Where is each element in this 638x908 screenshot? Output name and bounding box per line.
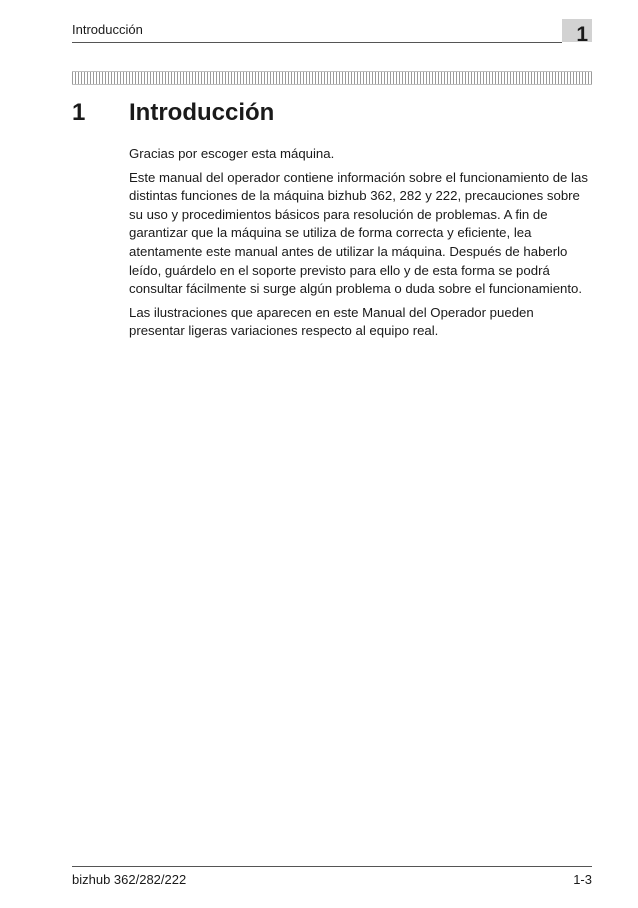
running-header-title: Introducción (72, 22, 143, 37)
page-number: 1-3 (573, 872, 592, 887)
chapter-tab (562, 19, 592, 46)
chapter-tab-number: 1 (576, 23, 588, 46)
section-separator-bar (72, 71, 592, 85)
header-divider (72, 42, 562, 43)
paragraph: Gracias por escoger esta máquina. (129, 146, 335, 161)
body-text (129, 145, 592, 346)
paragraph: Este manual del operador contiene información sobre el funcionamiento de las distintas funciones de la máquina bizhub 362, 282 y 222, precauciones sobre su uso y procedimientos básicos para resolución de problemas. A fin de garantizar que la máquina se utiliza de forma correcta y eficiente, lea atentamente este manual antes de utilizar la máquina. Después de haberlo leído, guárdelo en el soporte previsto para ello y de esta forma se podrá consultar fácilmente si surge algún problema o duda sobre el funcionamiento. (129, 169, 588, 297)
chapter-number: 1 (72, 99, 86, 126)
footer-model: bizhub 362/282/222 (72, 872, 187, 887)
chapter-title: Introducción (129, 99, 275, 126)
paragraph: Las ilustraciones que aparecen en este Manual del Operador pueden presentar ligeras variaciones respecto al equipo real. (129, 304, 534, 339)
footer-divider (72, 866, 592, 867)
